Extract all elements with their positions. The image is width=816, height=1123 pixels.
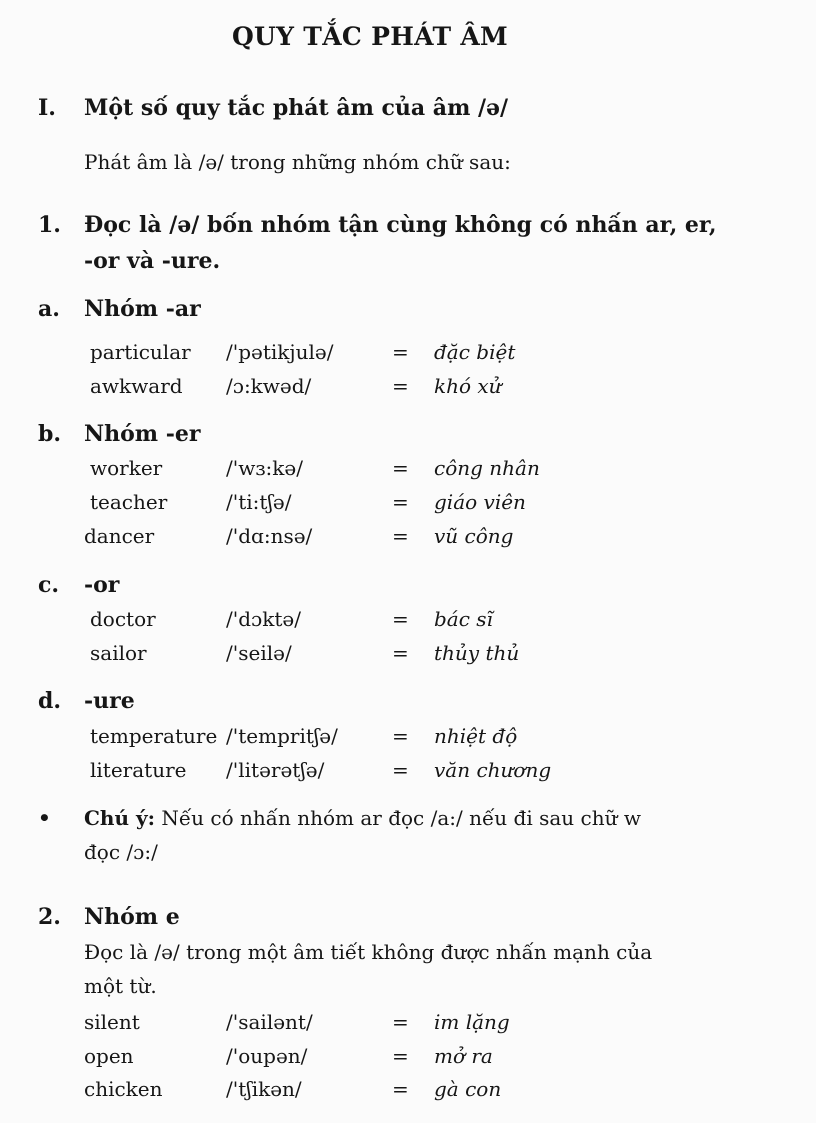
equals: = <box>392 724 409 748</box>
word: worker <box>90 456 163 480</box>
note-label: Chú ý: <box>84 806 155 830</box>
rule-description-continued: một từ. <box>84 974 157 998</box>
meaning: bác sĩ <box>434 607 493 631</box>
equals: = <box>392 340 409 364</box>
ipa: /'seilə/ <box>226 641 292 665</box>
note-text: Nếu có nhấn nhóm ar đọc /a:/ nếu đi sau chữ w <box>161 806 641 830</box>
ipa: /'dɑ:nsə/ <box>226 524 313 548</box>
meaning: đặc biệt <box>434 340 516 364</box>
meaning: mở ra <box>434 1044 493 1068</box>
group-label: Nhóm -er <box>84 421 201 447</box>
word: chicken <box>84 1077 163 1101</box>
meaning: thủy thủ <box>434 641 520 665</box>
section-intro: Phát âm là /ə/ trong những nhóm chữ sau: <box>84 150 511 174</box>
section-title: Một số quy tắc phát âm của âm /ə/ <box>84 95 509 121</box>
equals: = <box>392 1044 409 1068</box>
rule-heading <box>38 212 717 238</box>
word: doctor <box>90 607 156 631</box>
meaning: gà con <box>434 1077 502 1101</box>
equals: = <box>392 456 409 480</box>
meaning: giáo viên <box>434 490 526 514</box>
rule-title: Đọc là /ə/ bốn nhóm tận cùng không có nhấn ar, er, <box>84 212 717 238</box>
ipa: /'tʃikən/ <box>226 1077 302 1101</box>
word: teacher <box>90 490 168 514</box>
rule-title-continued: -or và -ure. <box>84 248 221 274</box>
meaning: văn chương <box>434 758 552 782</box>
group-marker: b. <box>38 421 62 447</box>
group-heading <box>38 296 201 322</box>
rule-description: Đọc là /ə/ trong một âm tiết không được nhấn mạnh của <box>84 940 653 964</box>
group-heading <box>38 421 200 447</box>
group-label: -or <box>84 572 120 598</box>
ipa: /'sailənt/ <box>226 1010 313 1034</box>
word: sailor <box>90 641 147 665</box>
rule-number: 2. <box>38 904 61 930</box>
group-heading <box>38 572 119 598</box>
word: dancer <box>84 524 155 548</box>
section-number: I. <box>38 95 56 121</box>
ipa: /'tempritʃə/ <box>226 724 338 748</box>
ipa: /ɔ:kwəd/ <box>226 374 312 398</box>
meaning: công nhân <box>434 456 540 480</box>
word: silent <box>84 1010 140 1034</box>
meaning: im lặng <box>434 1010 510 1034</box>
equals: = <box>392 758 409 782</box>
group-marker: a. <box>38 296 60 322</box>
equals: = <box>392 524 409 548</box>
ipa: /'pətikjulə/ <box>226 340 334 364</box>
equals: = <box>392 1077 409 1101</box>
ipa: /'dɔktə/ <box>226 607 301 631</box>
bullet-icon: • <box>38 806 51 830</box>
rule-title: Nhóm e <box>84 904 180 930</box>
ipa: /'ti:tʃə/ <box>226 490 292 514</box>
note-text-continued: đọc /ɔ:/ <box>84 840 158 864</box>
page-title: QUY TẮC PHÁT ÂM <box>231 22 509 51</box>
equals: = <box>392 641 409 665</box>
group-marker: c. <box>38 572 60 598</box>
ipa: /'oupən/ <box>226 1044 308 1068</box>
equals: = <box>392 490 409 514</box>
word: open <box>84 1044 134 1068</box>
word: awkward <box>90 374 183 398</box>
meaning: khó xử <box>434 374 502 398</box>
group-label: Nhóm -ar <box>84 296 201 322</box>
rule-number: 1. <box>38 212 61 238</box>
ipa: /'litərətʃə/ <box>226 758 325 782</box>
equals: = <box>392 607 409 631</box>
meaning: nhiệt độ <box>434 724 518 748</box>
rule-heading <box>38 904 180 930</box>
group-label: -ure <box>84 688 135 714</box>
group-marker: d. <box>38 688 62 714</box>
equals: = <box>392 374 409 398</box>
group-heading <box>38 688 135 714</box>
word: temperature <box>90 724 218 748</box>
word: literature <box>90 758 187 782</box>
equals: = <box>392 1010 409 1034</box>
note <box>38 806 641 830</box>
ipa: /'wɜ:kə/ <box>226 456 303 480</box>
section-heading <box>38 95 508 121</box>
word: particular <box>90 340 191 364</box>
meaning: vũ công <box>434 524 514 548</box>
